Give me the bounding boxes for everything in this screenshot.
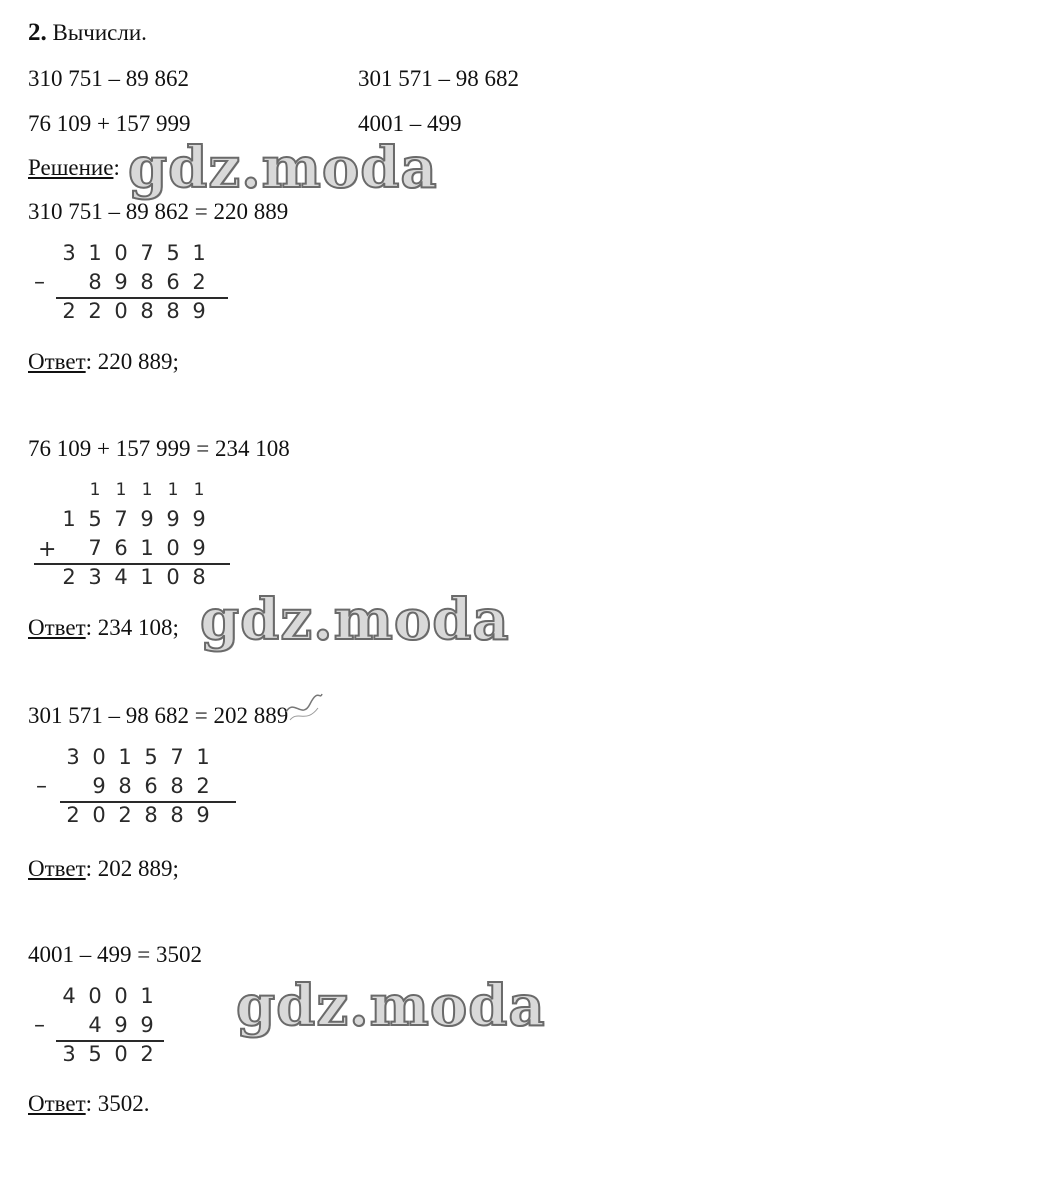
watermark: gdz.moda bbox=[128, 135, 438, 201]
result-row bbox=[56, 563, 212, 592]
answer-value: : 220 889; bbox=[85, 349, 179, 374]
answer-value: : 3502. bbox=[85, 1091, 150, 1116]
answer-value: : 202 889; bbox=[85, 856, 179, 881]
digit: 2 bbox=[66, 803, 80, 827]
result-line bbox=[56, 1040, 164, 1042]
digit bbox=[56, 1011, 82, 1040]
digit: 1 bbox=[140, 984, 154, 1008]
answer-line bbox=[28, 857, 179, 880]
solution-colon: : bbox=[113, 155, 120, 180]
answer-label: Ответ bbox=[28, 615, 86, 640]
digit: 9 bbox=[92, 774, 106, 798]
digit: 5 bbox=[166, 241, 180, 265]
digit: 8 bbox=[170, 774, 184, 798]
digit: 1 bbox=[62, 507, 76, 531]
answer-line bbox=[28, 616, 179, 639]
answer-label: Ответ bbox=[28, 1091, 86, 1116]
result-row bbox=[60, 801, 216, 830]
answer-line bbox=[28, 350, 179, 373]
digit: 9 bbox=[140, 1013, 154, 1037]
digit: 9 bbox=[140, 507, 154, 531]
operand-row bbox=[56, 534, 212, 563]
digit: 0 bbox=[114, 1042, 128, 1066]
digit: 7 bbox=[140, 241, 154, 265]
digit: 9 bbox=[192, 299, 206, 323]
plus-sign: + bbox=[38, 537, 57, 562]
digit: 2 bbox=[88, 299, 102, 323]
digit: 7 bbox=[114, 507, 128, 531]
digit bbox=[56, 534, 82, 563]
digit: 6 bbox=[166, 270, 180, 294]
digit: 3 bbox=[88, 565, 102, 589]
watermark: gdz.moda bbox=[236, 973, 546, 1039]
pen-scribble bbox=[280, 690, 326, 726]
digit: 5 bbox=[88, 1042, 102, 1066]
answer-label: Ответ bbox=[28, 349, 86, 374]
minus-sign: – bbox=[34, 270, 45, 295]
solution-heading bbox=[28, 156, 120, 179]
operand-row bbox=[60, 772, 216, 801]
digit: 3 bbox=[62, 241, 76, 265]
task-header bbox=[28, 20, 147, 45]
digit: 0 bbox=[166, 536, 180, 560]
answer-value: : 234 108; bbox=[85, 615, 179, 640]
digit: 8 bbox=[140, 299, 154, 323]
digit: 9 bbox=[114, 1013, 128, 1037]
answer-label: Ответ bbox=[28, 856, 86, 881]
digit: 9 bbox=[166, 507, 180, 531]
digit: 6 bbox=[114, 536, 128, 560]
digit: 2 bbox=[140, 1042, 154, 1066]
digit: 5 bbox=[88, 507, 102, 531]
task-number: 2. bbox=[28, 19, 47, 46]
result-row bbox=[56, 297, 212, 326]
digit: 3 bbox=[62, 1042, 76, 1066]
equation: 76 109 + 157 999 = 234 108 bbox=[28, 436, 290, 461]
operand-row bbox=[56, 239, 212, 268]
operand-row bbox=[56, 982, 160, 1011]
digit: 2 bbox=[196, 774, 210, 798]
carry-digit: 1 bbox=[193, 480, 205, 500]
answer-line bbox=[28, 1092, 150, 1115]
task-expression: 301 571 – 98 682 bbox=[358, 66, 519, 91]
task-title: Вычисли. bbox=[52, 20, 147, 45]
digit: 0 bbox=[92, 745, 106, 769]
result-line bbox=[60, 801, 236, 803]
digit: 7 bbox=[88, 536, 102, 560]
digit: 8 bbox=[166, 299, 180, 323]
digit: 0 bbox=[114, 241, 128, 265]
carry-digit: 1 bbox=[167, 480, 179, 500]
carry-digit: 1 bbox=[141, 480, 153, 500]
equation: 301 571 – 98 682 = 202 889 bbox=[28, 703, 289, 728]
digit: 2 bbox=[192, 270, 206, 294]
digit: 6 bbox=[144, 774, 158, 798]
column-calculation bbox=[38, 476, 212, 592]
digit: 0 bbox=[114, 984, 128, 1008]
digit: 8 bbox=[88, 270, 102, 294]
digit: 1 bbox=[196, 745, 210, 769]
digit: 9 bbox=[114, 270, 128, 294]
digit: 5 bbox=[144, 745, 158, 769]
operand-row bbox=[60, 743, 216, 772]
column-calculation bbox=[34, 239, 212, 326]
digit: 0 bbox=[92, 803, 106, 827]
digit: 9 bbox=[196, 803, 210, 827]
task-expression: 310 751 – 89 862 bbox=[28, 66, 189, 91]
digit: 2 bbox=[62, 565, 76, 589]
digit: 8 bbox=[144, 803, 158, 827]
minus-sign: – bbox=[34, 1013, 45, 1038]
carry-digit bbox=[56, 476, 82, 505]
digit: 0 bbox=[88, 984, 102, 1008]
digit bbox=[56, 268, 82, 297]
digit: 0 bbox=[114, 299, 128, 323]
digit: 4 bbox=[62, 984, 76, 1008]
operand-row bbox=[56, 268, 212, 297]
equation: 310 751 – 89 862 = 220 889 bbox=[28, 199, 289, 224]
carry-row bbox=[56, 476, 212, 505]
solution-label: Решение bbox=[28, 155, 114, 180]
digit: 1 bbox=[88, 241, 102, 265]
operand-row bbox=[56, 505, 212, 534]
digit: 2 bbox=[118, 803, 132, 827]
digit: 4 bbox=[88, 1013, 102, 1037]
digit: 7 bbox=[170, 745, 184, 769]
result-line bbox=[34, 563, 230, 565]
digit: 4 bbox=[114, 565, 128, 589]
watermark: gdz.moda bbox=[200, 587, 510, 653]
digit: 2 bbox=[62, 299, 76, 323]
digit: 9 bbox=[192, 507, 206, 531]
digit: 8 bbox=[118, 774, 132, 798]
column-calculation bbox=[36, 743, 216, 830]
equation: 4001 – 499 = 3502 bbox=[28, 942, 202, 967]
operand-row bbox=[56, 1011, 160, 1040]
digit: 1 bbox=[140, 536, 154, 560]
column-calculation bbox=[34, 982, 160, 1069]
digit: 8 bbox=[140, 270, 154, 294]
digit: 1 bbox=[192, 241, 206, 265]
task-expression: 76 109 + 157 999 bbox=[28, 111, 191, 136]
digit: 0 bbox=[166, 565, 180, 589]
result-line bbox=[56, 297, 228, 299]
digit: 8 bbox=[170, 803, 184, 827]
task-expression: 4001 – 499 bbox=[358, 111, 462, 136]
digit: 3 bbox=[66, 745, 80, 769]
digit: 1 bbox=[118, 745, 132, 769]
digit: 8 bbox=[192, 565, 206, 589]
result-row bbox=[56, 1040, 160, 1069]
digit bbox=[60, 772, 86, 801]
carry-digit: 1 bbox=[115, 480, 127, 500]
minus-sign: – bbox=[36, 774, 47, 799]
digit: 9 bbox=[192, 536, 206, 560]
carry-digit: 1 bbox=[89, 480, 101, 500]
digit: 1 bbox=[140, 565, 154, 589]
